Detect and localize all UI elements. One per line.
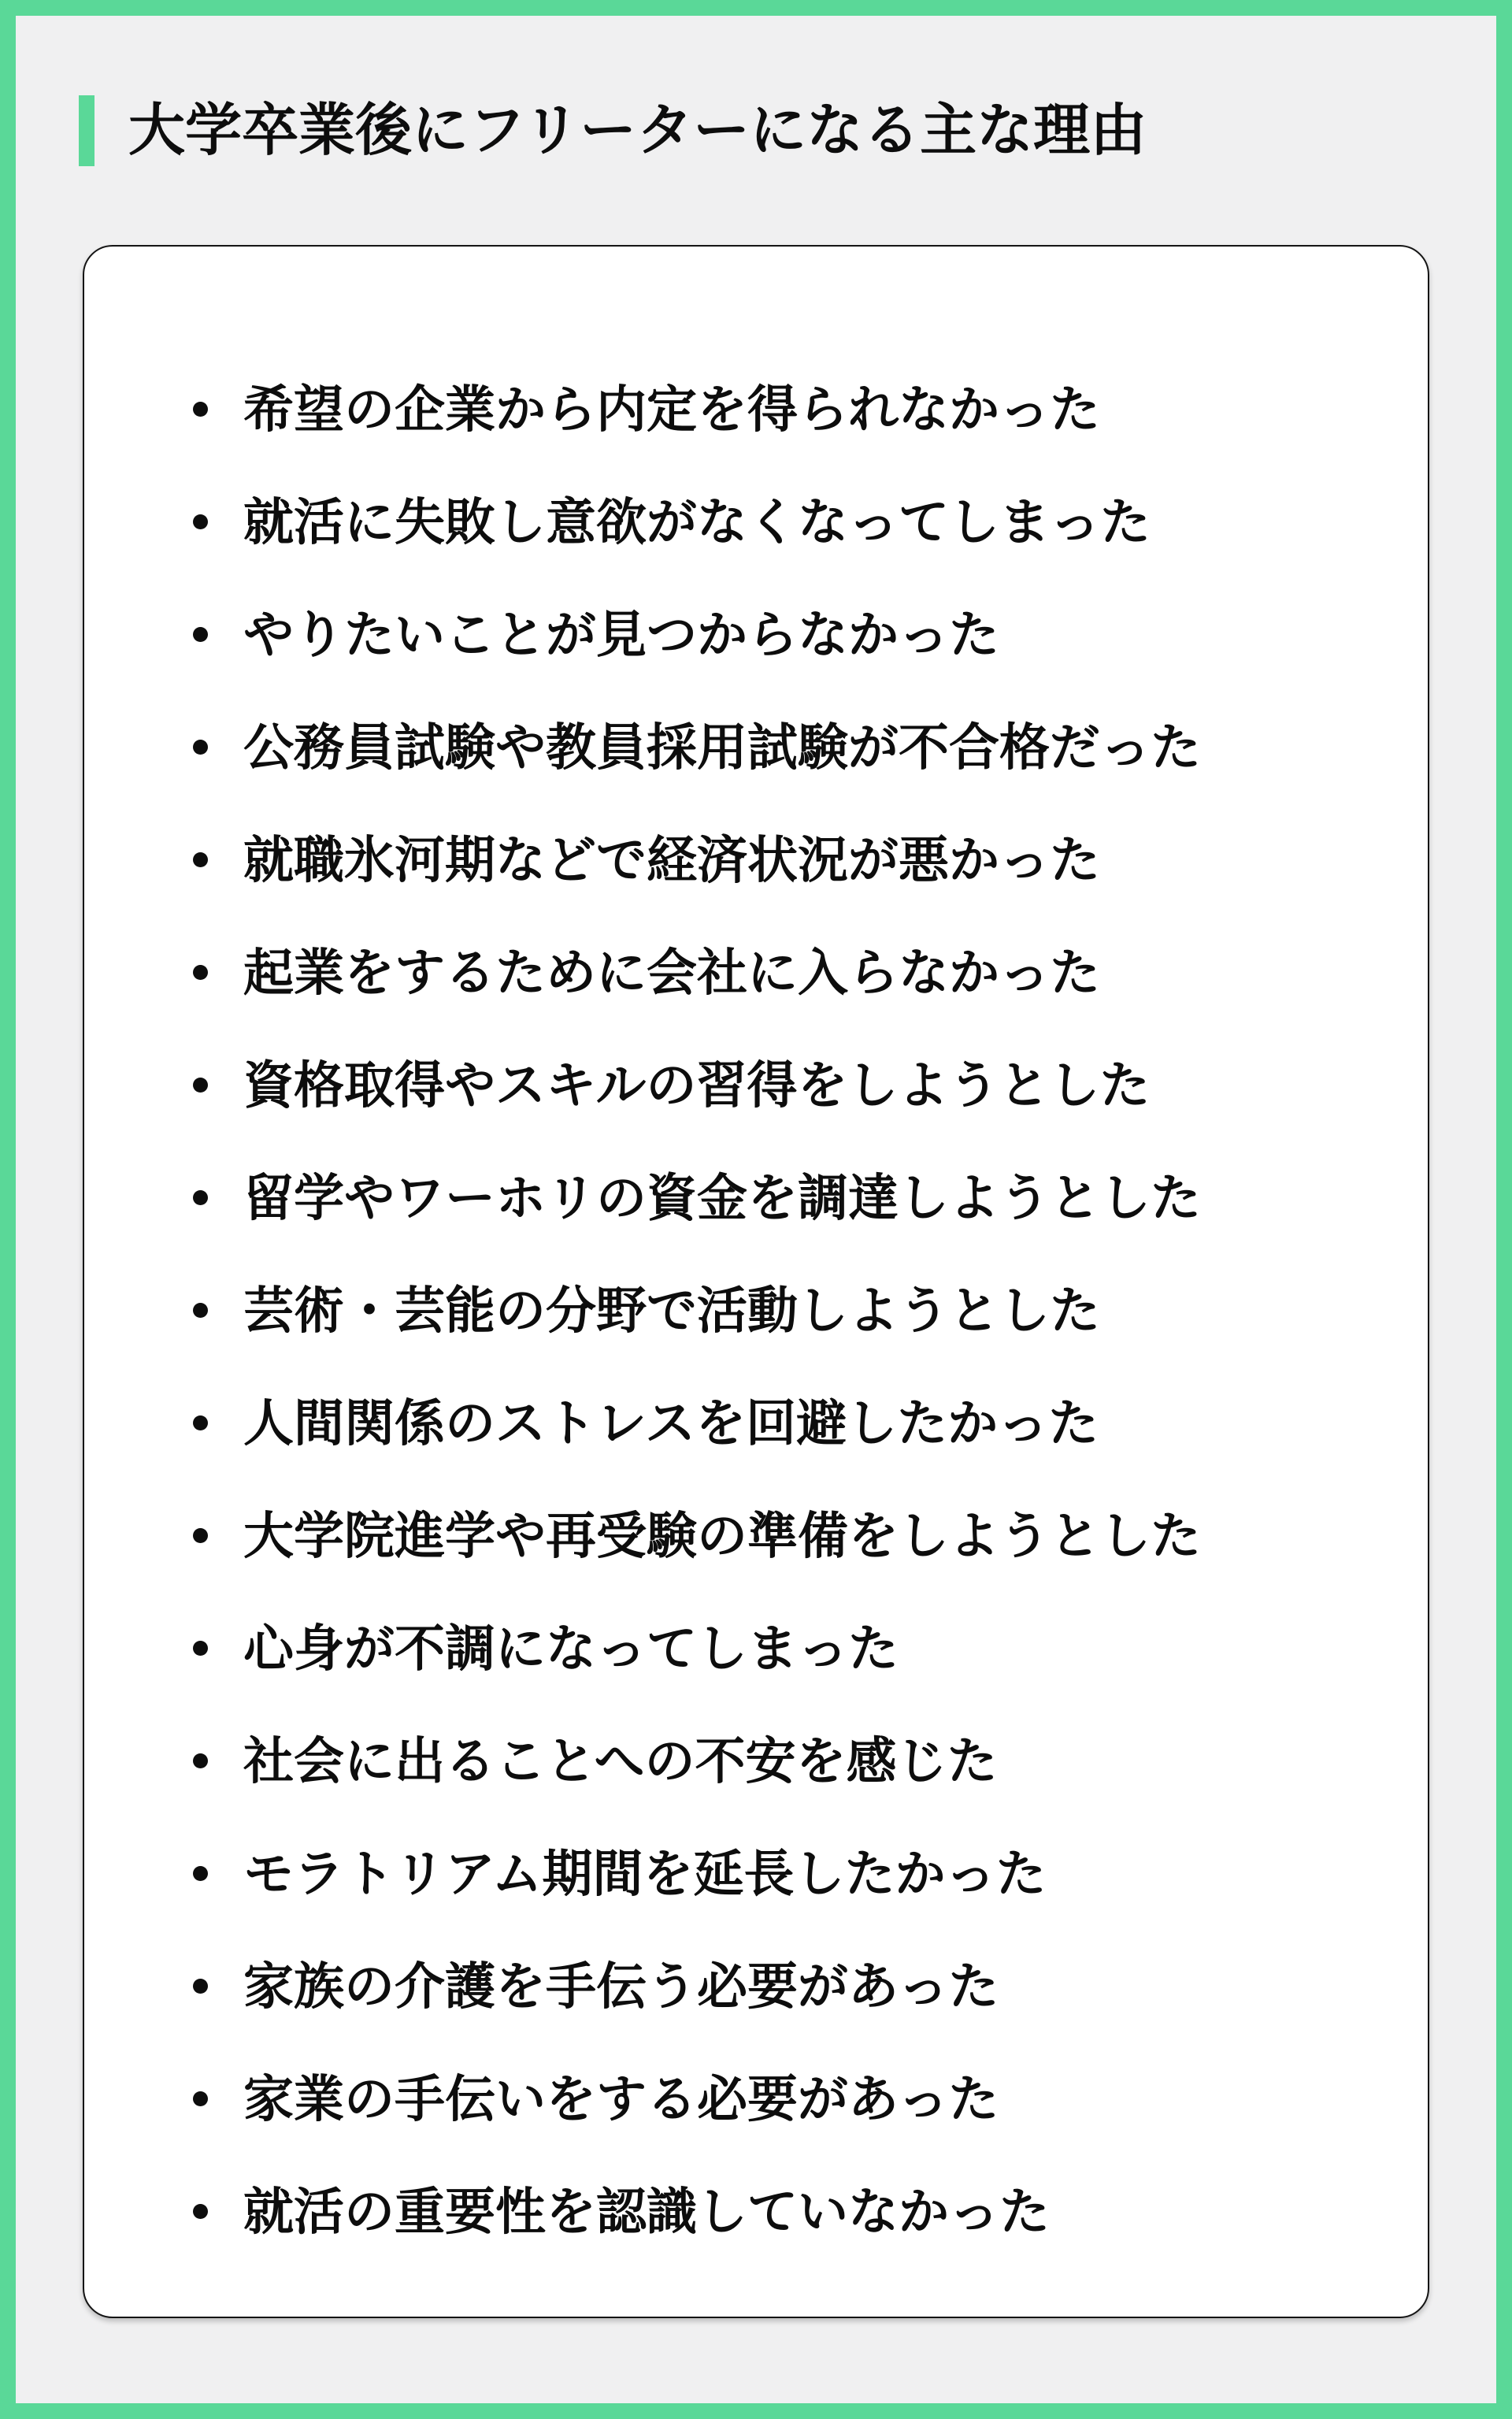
bullet-icon bbox=[193, 1415, 208, 1430]
list-item bbox=[84, 1592, 1396, 1705]
list-item-text: 就活の重要性を認識していなかった bbox=[243, 2183, 1050, 2240]
bullet-icon bbox=[193, 402, 208, 417]
list-item-text: 芸術・芸能の分野で活動しようとした bbox=[243, 1282, 1100, 1339]
bullet-icon bbox=[193, 1641, 208, 1656]
list-item bbox=[84, 916, 1396, 1029]
list-item-text: 社会に出ることへの不安を感じた bbox=[243, 1732, 998, 1790]
list-item-text: 就職氷河期などで経済状況が悪かった bbox=[243, 831, 1100, 889]
bullet-icon bbox=[193, 1866, 208, 1881]
list-item-text: モラトリアム期間を延長したかった bbox=[243, 1845, 1047, 1902]
bullet-icon bbox=[193, 852, 208, 867]
list-item bbox=[84, 353, 1396, 466]
list-item-text: 資格取得やスキルの習得をしようとした bbox=[243, 1056, 1151, 1114]
list-item bbox=[84, 1930, 1396, 2042]
bullet-icon bbox=[193, 1078, 208, 1093]
list-item-text: 希望の企業から内定を得られなかった bbox=[243, 380, 1100, 438]
bullet-icon bbox=[193, 627, 208, 642]
list-item bbox=[84, 466, 1396, 578]
list-item-text: 留学やワーホリの資金を調達しようとした bbox=[243, 1169, 1201, 1226]
list-item bbox=[84, 803, 1396, 916]
list-item-text: 公務員試験や教員採用試験が不合格だった bbox=[243, 718, 1201, 776]
list-item bbox=[84, 1367, 1396, 1479]
title-section bbox=[79, 95, 1496, 166]
bullet-icon bbox=[193, 514, 208, 529]
list-item bbox=[84, 1029, 1396, 1141]
list-item-text: 心身が不調になってしまった bbox=[243, 1619, 899, 1677]
bullet-icon bbox=[193, 1190, 208, 1205]
list-item bbox=[84, 691, 1396, 803]
list-item bbox=[84, 1141, 1396, 1254]
list-item bbox=[84, 1254, 1396, 1367]
list-item-text: 家業の手伝いをする必要があった bbox=[243, 2070, 999, 2128]
bullet-icon bbox=[193, 1528, 208, 1543]
bullet-icon bbox=[193, 2091, 208, 2106]
content-card bbox=[83, 245, 1429, 2318]
list-item-text: やりたいことが見つからなかった bbox=[243, 606, 999, 663]
bullet-icon bbox=[193, 965, 208, 980]
list-item bbox=[84, 2155, 1396, 2268]
list-item-text: 就活に失敗し意欲がなくなってしまった bbox=[243, 493, 1151, 551]
title-accent-bar bbox=[79, 95, 94, 166]
page-title: 大学卒業後にフリーターになる主な理由 bbox=[128, 99, 1147, 162]
list-item bbox=[84, 1817, 1396, 1930]
reasons-list bbox=[84, 353, 1396, 2268]
bullet-icon bbox=[193, 1753, 208, 1768]
bullet-icon bbox=[193, 740, 208, 755]
list-item bbox=[84, 578, 1396, 691]
bullet-icon bbox=[193, 1303, 208, 1318]
page-background bbox=[16, 16, 1496, 2403]
bullet-icon bbox=[193, 2204, 208, 2219]
list-item bbox=[84, 1705, 1396, 1817]
bullet-icon bbox=[193, 1979, 208, 1994]
list-item bbox=[84, 1479, 1396, 1592]
list-item-text: 大学院進学や再受験の準備をしようとした bbox=[243, 1507, 1201, 1564]
list-item-text: 起業をするために会社に入らなかった bbox=[243, 944, 1100, 1001]
list-item-text: 家族の介護を手伝う必要があった bbox=[243, 1957, 999, 2015]
list-item bbox=[84, 2042, 1396, 2155]
list-item-text: 人間関係のストレスを回避したかった bbox=[243, 1394, 1099, 1452]
